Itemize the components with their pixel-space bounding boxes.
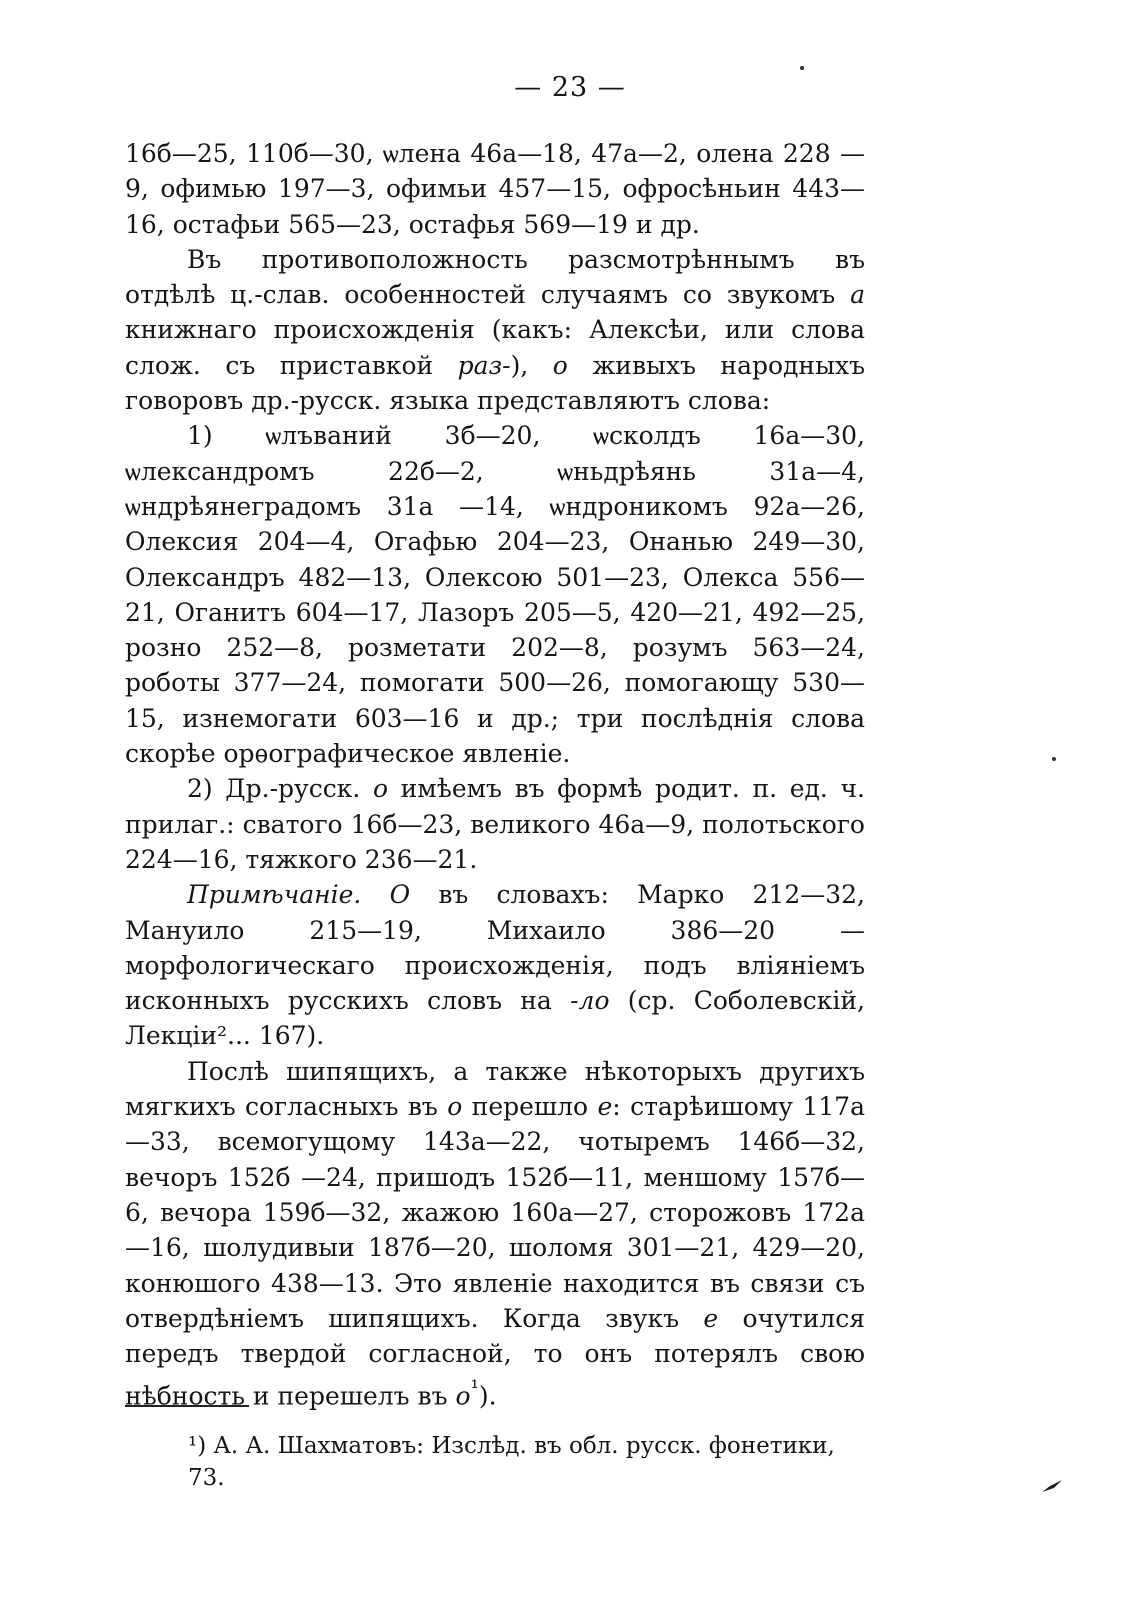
paragraph-text: въ словахъ: Марко 212—32, Мануило 215—19, Михаило 386—20 — морфологическаго происхожденія, подъ вліяніемъ исконныхъ русскихъ словъ на — [125, 880, 865, 1016]
paragraph-text: имѣемъ въ формѣ родит. п. ед. ч. прилаг.: сватого 16б—23, великого 46а—9, полотьского 224—16, тяжкого 236—21. — [125, 774, 865, 874]
paragraph-text: перешло — [462, 1092, 598, 1122]
paragraph-item-2 — [125, 771, 865, 877]
italic-letter: о — [372, 774, 388, 804]
ink-speck — [800, 66, 804, 70]
paragraph-text: книжнаго происхожденія (какъ: Алексѣи, или слова слож. съ приставкой — [125, 315, 865, 380]
paragraph-intro — [125, 242, 865, 418]
body-text — [125, 136, 865, 1414]
italic-letter: О — [389, 880, 411, 910]
italic-letter: е — [703, 1303, 719, 1333]
paragraph-text: : старѣишому 117а—33, всемогущому 143а—22, чотыремъ 146б—32, вечоръ 152б —24, пришодъ 152б—11, меншому 157б—6, вечора 159б—32, жажою 160а—27, сторожовъ 172а—16, шолудивыи 187б—20, шоломя 301—21, 429—20, конюшого 438—13. Это явленіе находится въ связи съ отвердѣніемъ шипящихъ. Когда звукъ — [125, 1092, 865, 1333]
footnote — [188, 1430, 868, 1494]
paragraph-text: Въ противоположность разсмотрѣннымъ въ отдѣлѣ ц.-слав. особенностей случаямъ со звукомъ — [125, 244, 865, 310]
italic-letter: а — [850, 280, 865, 310]
paragraph-text: (ср. Соболевскій, Лекціи²... 167). — [125, 986, 865, 1051]
paragraph-text: ). — [478, 1381, 497, 1411]
ink-blot-icon — [1040, 1478, 1064, 1494]
footnote-marker: ¹) — [188, 1433, 207, 1459]
paragraph-sibilants — [125, 1054, 865, 1414]
ink-speck — [1052, 757, 1056, 761]
italic-letter: е — [597, 1092, 613, 1122]
paragraph-text: 2) Др.-русск. — [187, 774, 373, 804]
paragraph-text: Послѣ шипящихъ, а также нѣкоторыхъ другихъ мягкихъ согласныхъ въ — [125, 1056, 865, 1122]
footnote-text: А. А. Шахматовъ: Изслѣд. въ обл. русск. фонетики, 73. — [188, 1433, 835, 1491]
paragraph-note — [125, 877, 865, 1053]
italic-letter: о — [455, 1381, 471, 1411]
paragraph-continuation: 16б—25, 110б—30, ѡлена 46а—18, 47а—2, олена 228 —9, офимью 197—3, офимьи 457—15, офросѣньин 443—16, остафьи 565—23, остафья 569—19 и др. — [125, 139, 865, 239]
italic-letter: о — [552, 350, 568, 380]
paragraph-item-1: 1) ѡлъваний 3б—20, ѡсколдъ 16а—30, ѡлександромъ 22б—2, ѡньдрѣянь 31а—4, ѡндрѣянеградомъ 31а —14, ѡндроникомъ 92а—26, Олексия 204—4, Огафью 204—23, Онанью 249—30, Олександръ 482—13, Олексою 501—23, Олекса 556—21, Оганитъ 604—17, Лазоръ 205—5, 420—21, 492—25, розно 252—8, розметати 202—8, розумъ 563—24, роботы 377—24, помогати 500—26, помогающу 530—15, изнемогати 603—16 и др.; три послѣднія слова скорѣе орѳографическое явленіе. — [125, 421, 865, 769]
italic-prefix: раз- — [457, 350, 511, 380]
italic-suffix: -ло — [570, 986, 610, 1016]
italic-letter: о — [447, 1092, 463, 1122]
page-number: — 23 — — [514, 72, 626, 103]
footnote-divider — [125, 1405, 249, 1407]
footnote-reference: ¹ — [470, 1376, 479, 1401]
note-label: Примѣчаніе. — [187, 880, 362, 910]
paragraph-text: ), — [510, 350, 553, 380]
paragraph-text: живыхъ народныхъ говоровъ др.-русск. языка представляютъ слова: — [125, 350, 865, 416]
paragraph-text: очутился передъ твердой согласной, то онъ потерялъ свою нѣбность и перешелъ въ — [125, 1303, 865, 1411]
